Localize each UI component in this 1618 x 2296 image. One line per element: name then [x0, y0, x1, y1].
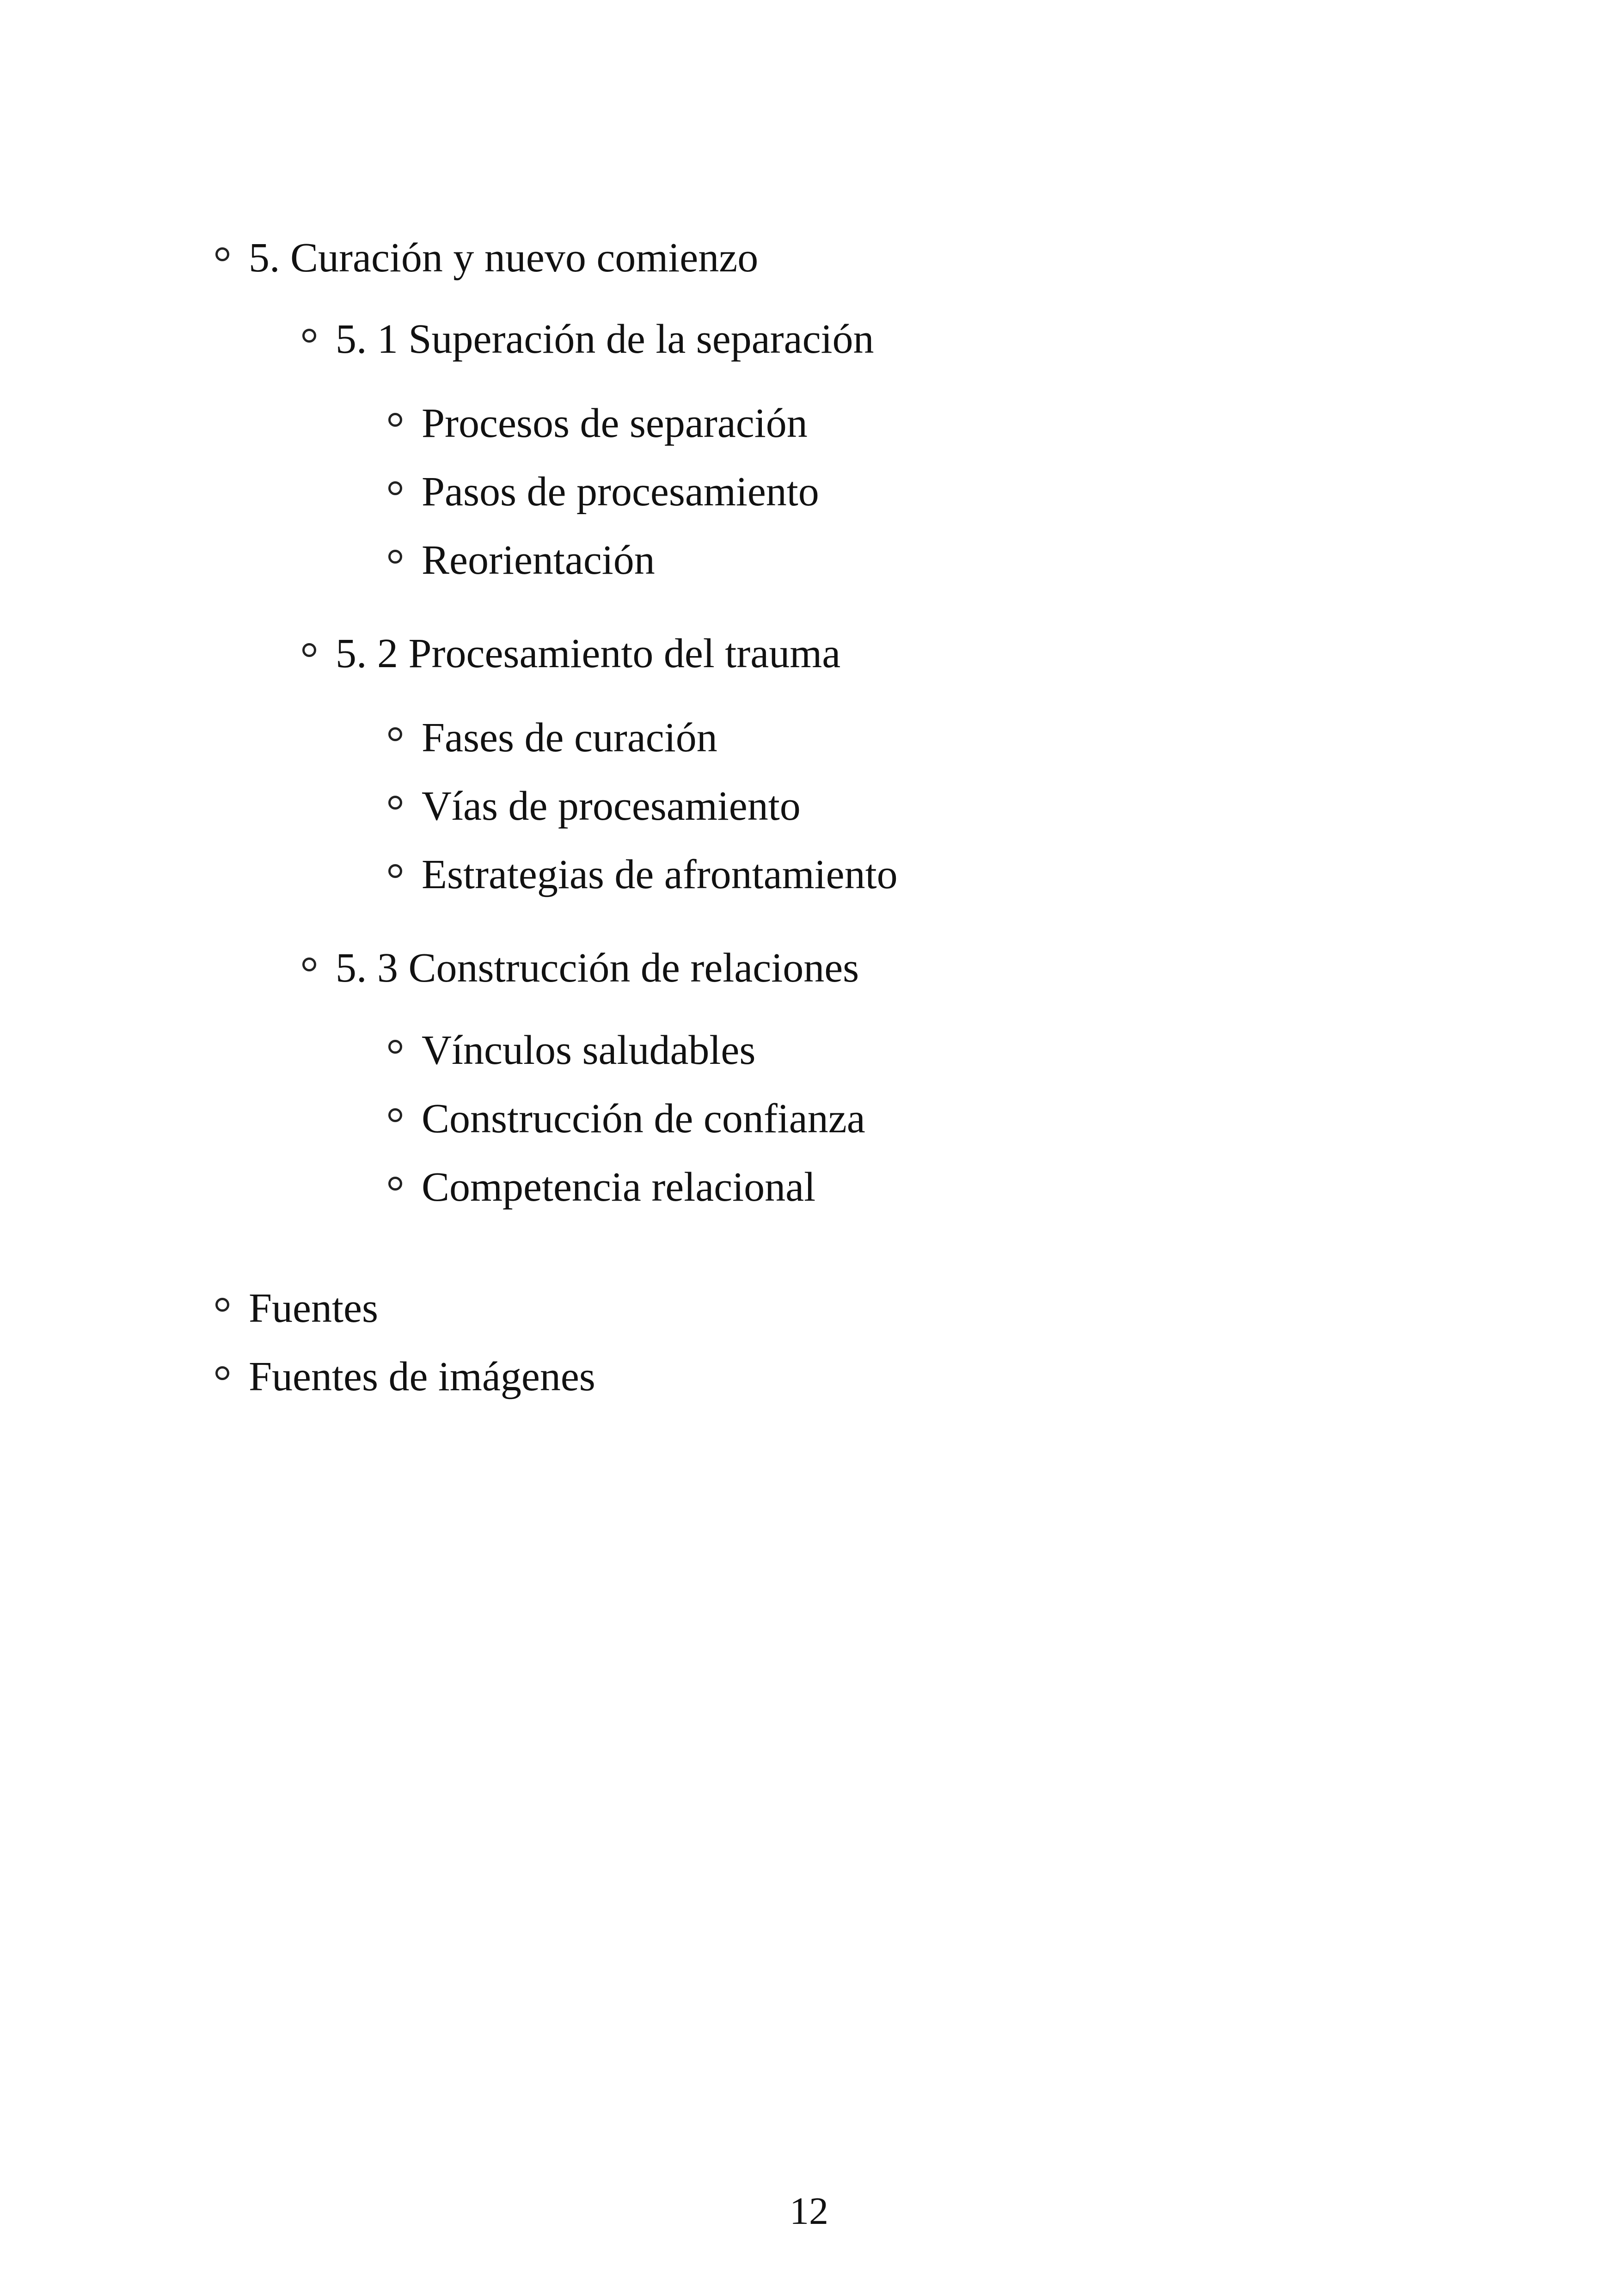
hollow-circle-bullet-icon	[302, 958, 316, 971]
toc-entry-subitem[interactable]	[388, 706, 717, 762]
toc-entry-label: Reorientación	[422, 537, 655, 583]
toc-entry-subitem[interactable]	[388, 460, 819, 516]
toc-entry-image-sources[interactable]	[215, 1345, 595, 1401]
toc-entry-subitem[interactable]	[388, 1156, 815, 1211]
toc-entry-section-5-1[interactable]	[302, 308, 874, 363]
toc-entry-section-5-3[interactable]	[302, 937, 859, 992]
toc-entry-label: Pasos de procesamiento	[422, 469, 819, 515]
toc-entry-label: Vías de procesamiento	[422, 783, 801, 829]
hollow-circle-bullet-icon	[215, 247, 229, 261]
hollow-circle-bullet-icon	[388, 864, 402, 878]
toc-entry-label: Fuentes de imágenes	[249, 1354, 595, 1400]
toc-entry-subitem[interactable]	[388, 1019, 755, 1074]
toc-entry-label: Estrategias de afrontamiento	[422, 852, 898, 898]
hollow-circle-bullet-icon	[388, 481, 402, 495]
hollow-circle-bullet-icon	[388, 1177, 402, 1191]
hollow-circle-bullet-icon	[388, 1040, 402, 1054]
toc-entry-subitem[interactable]	[388, 843, 898, 899]
page-number: 12	[790, 2190, 828, 2233]
toc-entry-subitem[interactable]	[388, 529, 655, 584]
hollow-circle-bullet-icon	[388, 413, 402, 427]
toc-entry-label: Procesos de separación	[422, 400, 808, 447]
toc-entry-sources[interactable]	[215, 1277, 378, 1332]
toc-entry-label: 5. 1 Superación de la separación	[336, 316, 874, 362]
hollow-circle-bullet-icon	[302, 643, 316, 657]
toc-entry-label: 5. 3 Construcción de relaciones	[336, 945, 859, 991]
toc-entry-chapter-5[interactable]	[215, 227, 758, 282]
hollow-circle-bullet-icon	[388, 727, 402, 741]
toc-entry-label: 5. 2 Procesamiento del trauma	[336, 631, 841, 677]
hollow-circle-bullet-icon	[388, 796, 402, 810]
toc-entry-label: 5. Curación y nuevo comienzo	[249, 235, 759, 281]
hollow-circle-bullet-icon	[388, 1108, 402, 1122]
toc-entry-subitem[interactable]	[388, 392, 808, 448]
hollow-circle-bullet-icon	[215, 1298, 229, 1312]
toc-entry-subitem[interactable]	[388, 1087, 865, 1143]
toc-entry-label: Fases de curación	[422, 715, 717, 761]
toc-entry-label: Vínculos saludables	[422, 1027, 756, 1074]
hollow-circle-bullet-icon	[302, 329, 316, 343]
toc-entry-section-5-2[interactable]	[302, 622, 840, 678]
hollow-circle-bullet-icon	[215, 1366, 229, 1380]
toc-entry-subitem[interactable]	[388, 775, 801, 830]
toc-entry-label: Competencia relacional	[422, 1164, 816, 1210]
hollow-circle-bullet-icon	[388, 550, 402, 564]
toc-entry-label: Fuentes	[249, 1285, 378, 1332]
toc-entry-label: Construcción de confianza	[422, 1096, 865, 1142]
